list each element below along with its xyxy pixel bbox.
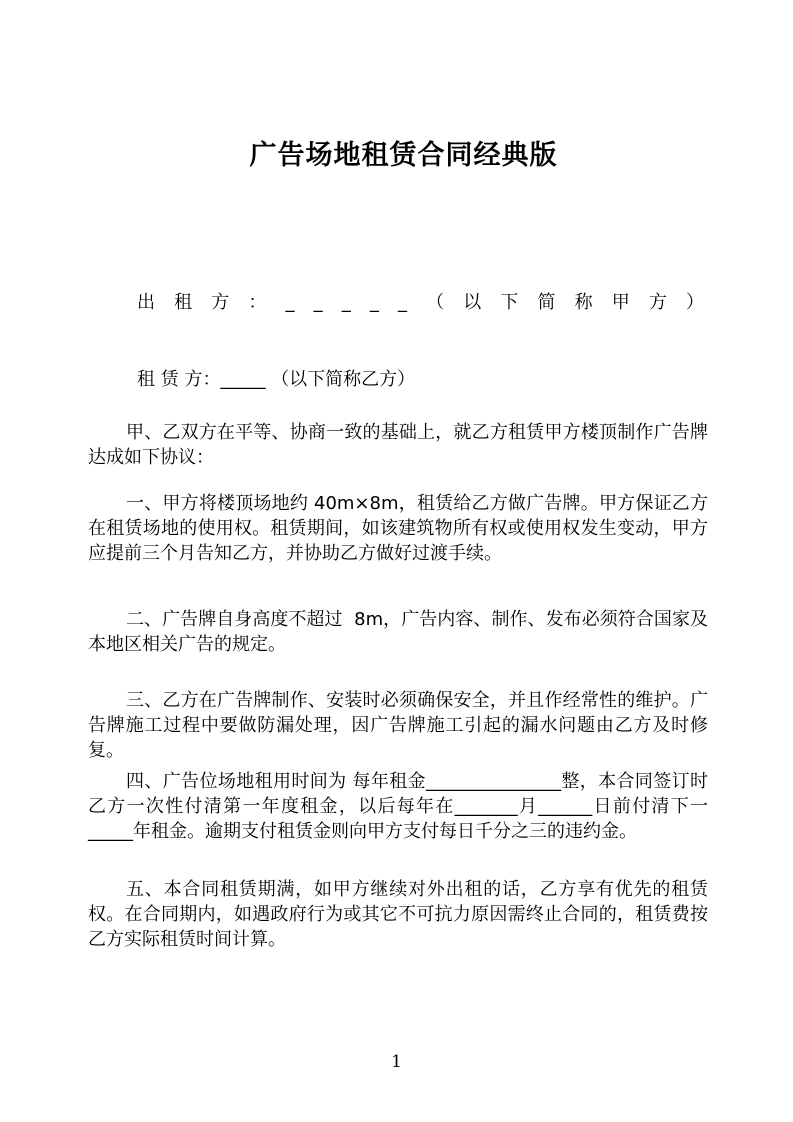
lessor-line: [137, 290, 704, 315]
distributed-char: _: [285, 292, 295, 313]
distributed-char: 租: [174, 292, 193, 313]
clause-2-paragraph: 二、广告牌自身高度不超过 8m，广告内容、制作、发布必须符合国家及本地区相关广告的规定。: [88, 609, 708, 655]
distributed-char: _: [313, 292, 323, 313]
distributed-char: _: [341, 292, 351, 313]
clause-1-paragraph: 一、甲方将楼顶场地约 40m×8m，租赁给乙方做广告牌。甲方保证乙方在租赁场地的使用权。租赁期间，如该建筑物所有权或使用权发生变动，甲方应提前三个月告知乙方，并协助乙方做好过渡手续。: [88, 493, 708, 564]
page-number: 1: [391, 1052, 402, 1072]
clause-3-paragraph: 三、乙方在广告牌制作、安装时必须确保安全，并且作经常性的维护。广告牌施工过程中要做防漏处理，因广告牌施工引起的漏水问题由乙方及时修复。: [88, 690, 708, 761]
distributed-char: 方: [648, 292, 667, 313]
intro-paragraph: 甲、乙双方在平等、协商一致的基础上，就乙方租赁甲方楼顶制作广告牌达成如下协议：: [88, 422, 708, 468]
distributed-char: 以: [463, 292, 482, 313]
distributed-char: 称: [574, 292, 593, 313]
distributed-char: 甲: [611, 292, 630, 313]
clause-4-paragraph: 四、广告位场地租用时间为 每年租金_______________整，本合同签订时乙方一次性付清第一年度租金，以后每年在_______月______日前付清下一_____年租金。逾期支付租赁金则向甲方支付每日千分之三的违约金。: [88, 771, 708, 842]
distributed-char: ：: [248, 292, 267, 313]
distributed-char: 出: [137, 292, 155, 313]
lessee-line: 租 赁 方：_____ （以下简称乙方）: [137, 369, 416, 390]
distributed-char: _: [369, 292, 379, 313]
distributed-char: ）: [686, 292, 704, 313]
distributed-char: 方: [211, 292, 230, 313]
distributed-char: 下: [500, 292, 519, 313]
distributed-char: _: [398, 292, 407, 313]
distributed-char: （: [426, 292, 445, 313]
clause-5-paragraph: 五、本合同租赁期满，如甲方继续对外出租的话，乙方享有优先的租赁权。在合同期内，如遇政府行为或其它不可抗力原因需终止合同的，租赁费按乙方实际租赁时间计算。: [88, 879, 708, 950]
distributed-char: 简: [537, 292, 556, 313]
document-title: 广告场地租赁合同经典版: [249, 140, 558, 171]
